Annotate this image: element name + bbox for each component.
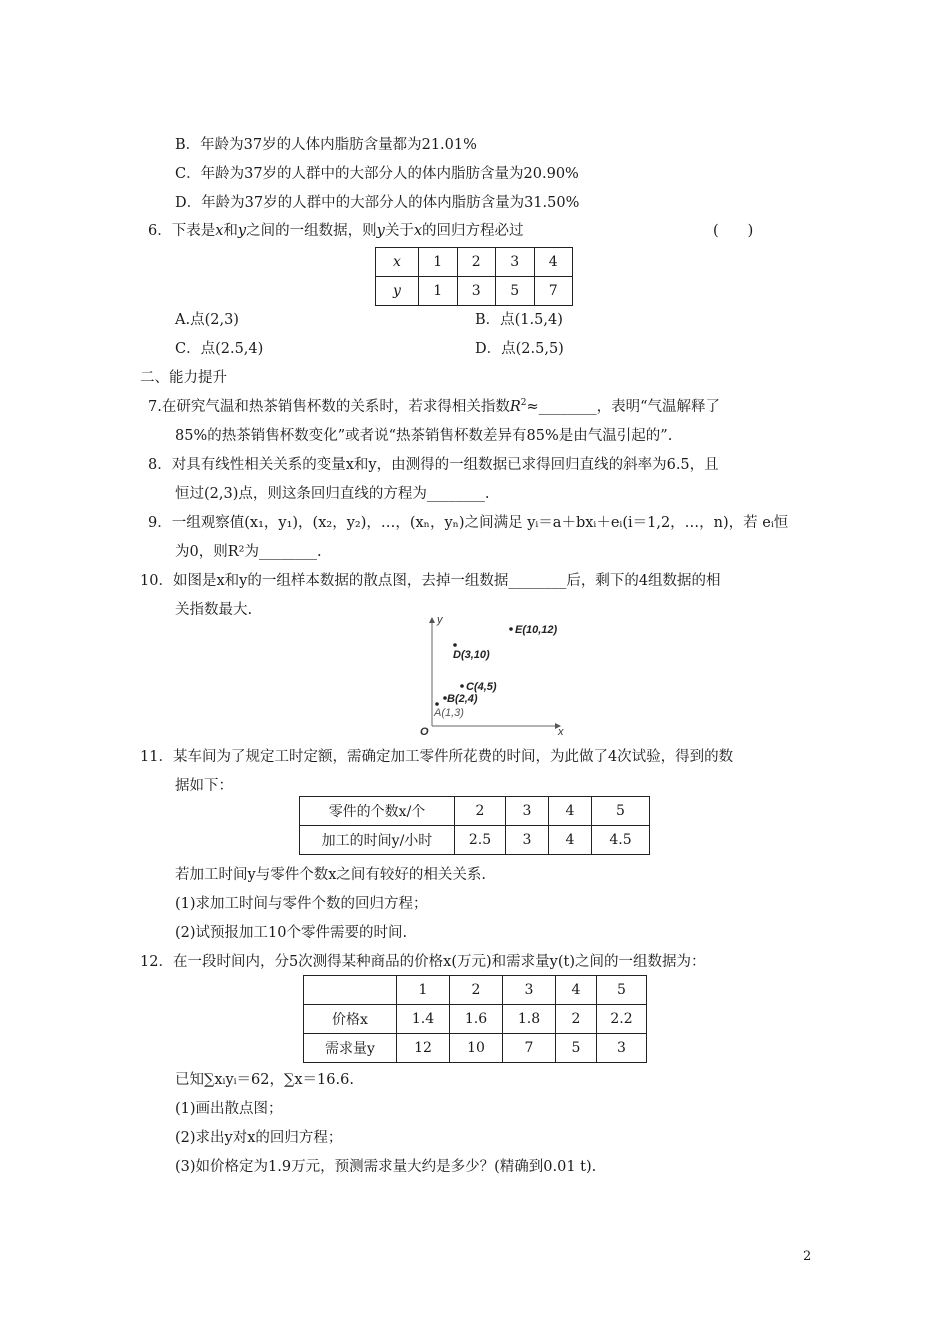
table-cell: 2 bbox=[457, 248, 496, 277]
point-c-label: C(4,5) bbox=[466, 681, 497, 693]
table-cell: y bbox=[376, 277, 419, 306]
q6-var-y: y bbox=[237, 223, 247, 239]
table-cell: 4 bbox=[549, 826, 592, 855]
q6-option-b: B．点(1.5,4) bbox=[475, 312, 563, 328]
table-cell: 12 bbox=[397, 1034, 450, 1063]
q6-data-table bbox=[375, 247, 573, 306]
table-cell: 1.8 bbox=[503, 1005, 556, 1034]
table-row bbox=[304, 1005, 647, 1034]
q8-text: 对具有线性相关关系的变量x和y，由测得的一组数据已求得回归直线的斜率为6.5，且 bbox=[171, 457, 719, 473]
table-cell: 10 bbox=[450, 1034, 503, 1063]
table-cell: 3 bbox=[506, 797, 549, 826]
q7-text-b: ≈________，表明“气温解释了 bbox=[526, 399, 721, 415]
table-cell: 价格x bbox=[304, 1005, 397, 1034]
table-row bbox=[304, 1034, 647, 1063]
q6-text-c: 之间的一组数据，则 bbox=[246, 223, 377, 239]
point-a bbox=[435, 702, 439, 706]
table-cell: 3 bbox=[503, 976, 556, 1005]
table-cell: 2 bbox=[450, 976, 503, 1005]
point-c bbox=[460, 684, 464, 688]
table-cell: 3 bbox=[457, 277, 496, 306]
q6-var-x2: x bbox=[413, 223, 423, 239]
table-cell: 4.5 bbox=[592, 826, 650, 855]
table-cell: 4 bbox=[549, 797, 592, 826]
q8-line2: 恒过(2,3)点，则这条回归直线的方程为________. bbox=[175, 486, 490, 502]
table-cell: 2 bbox=[455, 797, 506, 826]
table-cell: 2 bbox=[556, 1005, 597, 1034]
q12-sub3: (3)如价格定为1.9万元，预测需求量大约是多少？(精确到0.01 t). bbox=[175, 1159, 597, 1175]
table-row bbox=[304, 976, 647, 1005]
q6-text-e: 的回归方程必过 bbox=[422, 223, 524, 239]
q6-stem bbox=[148, 222, 524, 240]
q11-sub1: (1)求加工时间与零件个数的回归方程； bbox=[175, 896, 428, 912]
table-cell: 3 bbox=[496, 248, 535, 277]
origin-label: O bbox=[420, 726, 429, 737]
table-cell: 7 bbox=[534, 277, 573, 306]
table-cell: 5 bbox=[592, 797, 650, 826]
q5-option-d: D．年龄为37岁的人群中的大部分人的体内脂肪含量为31.50% bbox=[175, 195, 580, 211]
q6-answer-paren: ( ) bbox=[713, 223, 754, 239]
table-cell: 1 bbox=[419, 277, 458, 306]
table-cell: 2.2 bbox=[597, 1005, 647, 1034]
q7-var-r: R bbox=[509, 399, 521, 415]
q7-text-a: 在研究气温和热茶销售杯数的关系时，若求得相关指数 bbox=[161, 399, 510, 415]
y-axis-label: y bbox=[437, 614, 443, 626]
table-cell: 4 bbox=[556, 976, 597, 1005]
q12-known: 已知∑xᵢyᵢ＝62，∑x＝16.6. bbox=[175, 1072, 354, 1088]
table-cell: 加工的时间y/小时 bbox=[300, 826, 455, 855]
q8-line1 bbox=[148, 456, 719, 474]
point-d-label: D(3,10) bbox=[453, 649, 490, 661]
q6-option-c: C．点(2.5,4) bbox=[175, 341, 264, 357]
table-cell: 4 bbox=[534, 248, 573, 277]
q5-option-c: C．年龄为37岁的人群中的大部分人的体内脂肪含量为20.90% bbox=[175, 166, 579, 182]
table-cell: 5 bbox=[556, 1034, 597, 1063]
table-cell: 3 bbox=[597, 1034, 647, 1063]
q7-line1: 7.在研究气温和热茶销售杯数的关系时，若求得相关指数$R^2\approx\_\_\_\_\_\_\_\_$，表明“气温解释了 bbox=[148, 398, 721, 415]
q11-data-table bbox=[299, 796, 650, 855]
q11-condition: 若加工时间y与零件个数x之间有较好的相关关系. bbox=[175, 867, 486, 883]
point-e-label: E(10,12) bbox=[515, 624, 558, 636]
q5-option-b: B．年龄为37岁的人体内脂肪含量都为21.01% bbox=[175, 137, 477, 153]
q6-text-a: 下表是 bbox=[171, 223, 216, 239]
q11-line1 bbox=[140, 748, 733, 766]
page-number: 2 bbox=[803, 1249, 812, 1264]
table-cell: 1.4 bbox=[397, 1005, 450, 1034]
x-axis-label: x bbox=[558, 726, 564, 737]
q12-sub1: (1)画出散点图； bbox=[175, 1101, 283, 1117]
table-row bbox=[376, 248, 573, 277]
q11-line2: 据如下： bbox=[175, 778, 233, 794]
section-heading: 二、能力提升 bbox=[140, 370, 227, 386]
table-cell: 1.6 bbox=[450, 1005, 503, 1034]
q6-option-a: A.点(2,3) bbox=[175, 312, 239, 328]
q12-text: 在一段时间内，分5次测得某种商品的价格x(万元)和需求量y(t)之间的一组数据为： bbox=[172, 954, 706, 970]
q9-number: 9． bbox=[148, 515, 172, 531]
q11-number: 11． bbox=[140, 749, 173, 765]
q7-line2: 85%的热茶销售杯数变化”或者说“热茶销售杯数差异有85%是由气温引起的”. bbox=[175, 428, 673, 444]
q11-text: 某车间为了规定工时定额，需确定加工零件所花费的时间，为此做了4次试验，得到的数 bbox=[172, 749, 734, 765]
q11-sub2: (2)试预报加工10个零件需要的时间. bbox=[175, 925, 408, 941]
point-a-label: A(1,3) bbox=[434, 707, 464, 719]
table-cell: 3 bbox=[506, 826, 549, 855]
table-cell: 5 bbox=[597, 976, 647, 1005]
point-d bbox=[453, 643, 457, 647]
table-cell: 零件的个数x/个 bbox=[300, 797, 455, 826]
q10-number: 10． bbox=[140, 573, 173, 589]
table-row bbox=[376, 277, 573, 306]
table-row bbox=[300, 797, 650, 826]
q6-text-b: 和 bbox=[223, 223, 238, 239]
table-cell: 2.5 bbox=[455, 826, 506, 855]
table-cell: 7 bbox=[503, 1034, 556, 1063]
q12-number: 12． bbox=[140, 954, 173, 970]
q8-number: 8． bbox=[148, 457, 172, 473]
point-e bbox=[509, 627, 513, 631]
table-cell: 1 bbox=[397, 976, 450, 1005]
q10-text: 如图是x和y的一组样本数据的散点图，去掉一组数据________后，剩下的4组数据的相 bbox=[172, 573, 721, 589]
q6-option-d: D．点(2.5,5) bbox=[475, 341, 564, 357]
table-cell: 需求量y bbox=[304, 1034, 397, 1063]
table-cell: 1 bbox=[419, 248, 458, 277]
table-row bbox=[300, 826, 650, 855]
q10-line2: 关指数最大. bbox=[175, 602, 253, 618]
q9-text: 一组观察值(x₁，y₁)，(x₂，y₂)，…，(xₙ，yₙ)之间满足 yᵢ＝a＋bxᵢ＋eᵢ(i＝1,2，…，n)，若 eᵢ恒 bbox=[171, 515, 789, 531]
q10-line1 bbox=[140, 572, 721, 590]
table-cell bbox=[304, 976, 397, 1005]
q12-data-table bbox=[303, 975, 647, 1063]
q7-number: 7. bbox=[148, 399, 162, 415]
q6-number: 6． bbox=[148, 223, 172, 239]
q10-scatter-figure bbox=[418, 612, 568, 737]
q6-var-y2: y bbox=[376, 223, 385, 239]
q12-line1 bbox=[140, 953, 706, 971]
table-cell: x bbox=[376, 248, 419, 277]
point-b-label: B(2,4) bbox=[447, 693, 478, 705]
q6-text-d: 关于 bbox=[384, 223, 414, 239]
q9-line1 bbox=[148, 514, 788, 532]
q12-sub2: (2)求出y对x的回归方程； bbox=[175, 1130, 343, 1146]
table-cell: 5 bbox=[496, 277, 535, 306]
q6-var-x: x bbox=[215, 223, 224, 239]
q9-line2: 为0，则R²为________. bbox=[175, 544, 322, 560]
